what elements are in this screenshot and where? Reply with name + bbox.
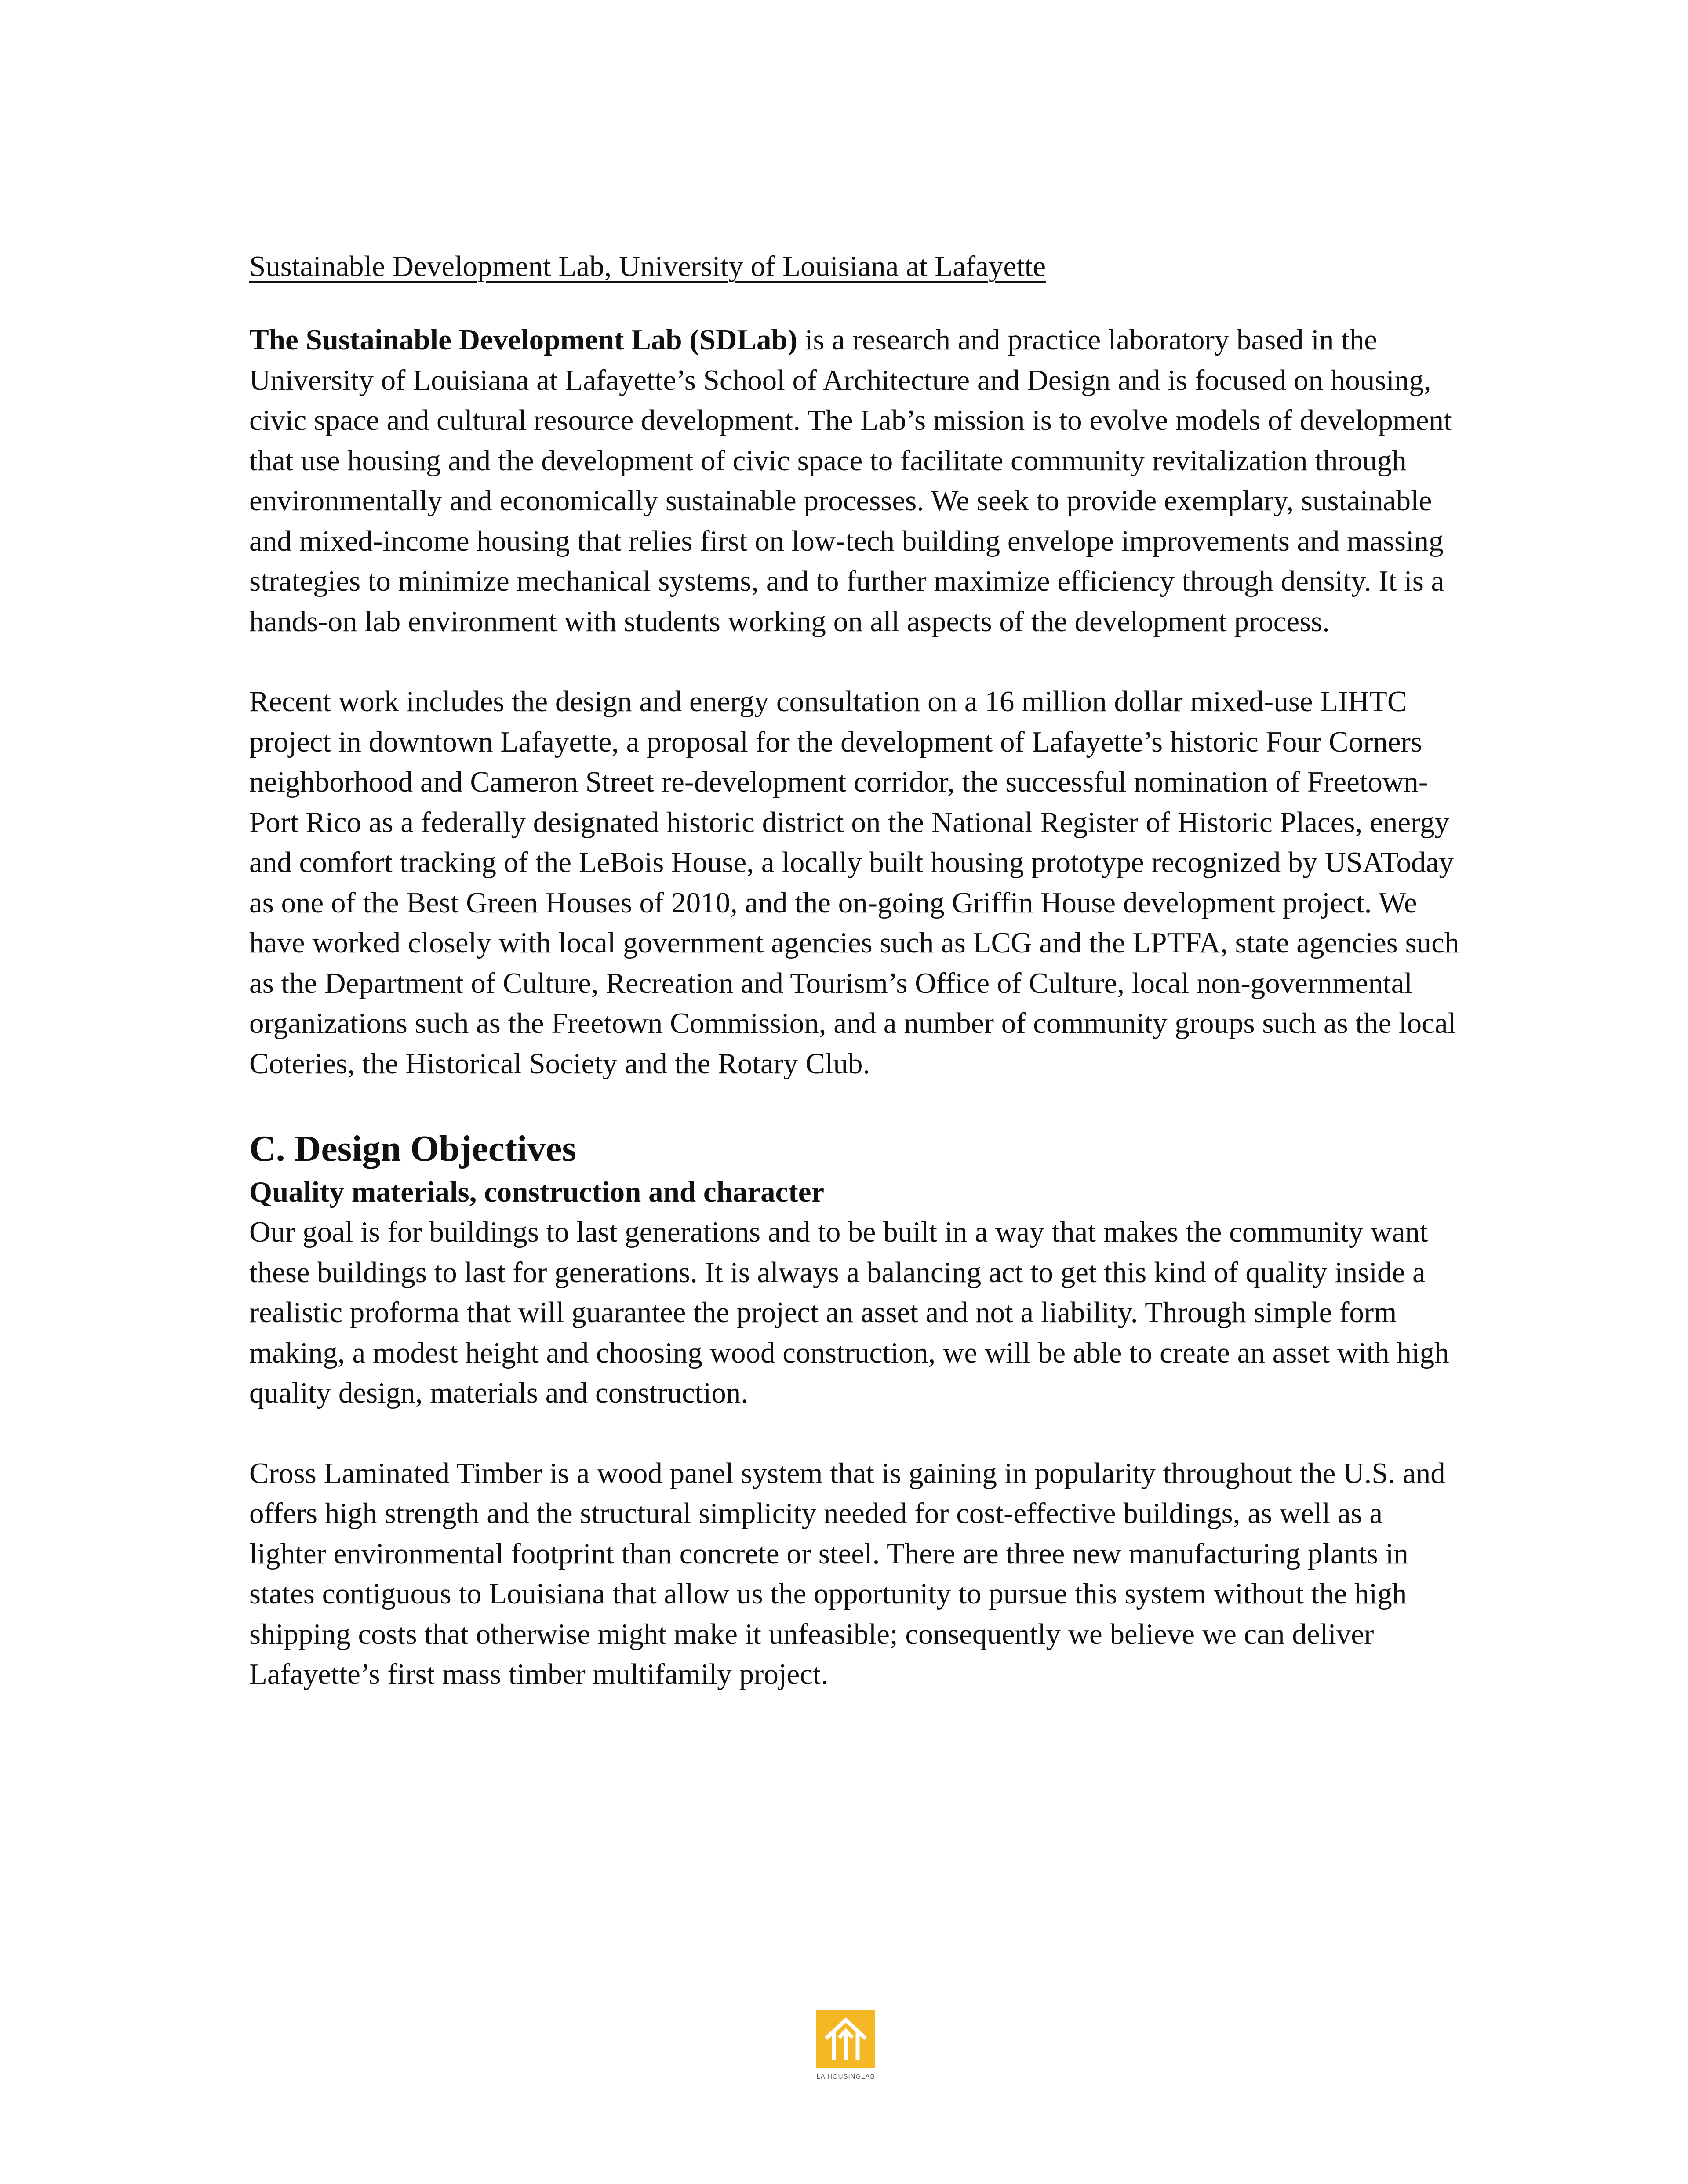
quality-materials-subheading: Quality materials, construction and character <box>249 1176 825 1208</box>
sdlab-description-paragraph <box>249 320 1462 642</box>
design-objectives-heading: C. Design Objectives <box>249 1128 577 1169</box>
section-title: Sustainable Development Lab, University of Louisiana at Lafayette <box>249 250 1046 283</box>
logo-caption: LA HOUSINGLAB <box>816 2073 875 2080</box>
recent-work-paragraph: Recent work includes the design and energy consultation on a 16 million dollar mixed-use LIHTC project in downtown Lafayette, a proposal for the development of Lafayette’s historic Four Corners neighborhood and Cameron Street re-development corridor, the successful nomination of Freetown-Port Rico as a federally designated historic district on the National Register of Historic Places, energy and comfort tracking of the LeBois House, a locally built housing prototype recognized by USAToday as one of the Best Green Houses of 2010, and the on-going Griffin House development project. We have worked closely with local government agencies such as LCG and the LPTFA, state agencies such as the Department of Culture, Recreation and Tourism’s Office of Culture, local non-governmental organizations such as the Freetown Commission, and a number of community groups such as the local Coteries, the Historical Society and the Rotary Club. <box>249 685 1459 1080</box>
goal-paragraph: Our goal is for buildings to last generations and to be built in a way that makes the community want these buildings to last for generations. It is always a balancing act to get this kind of quality inside a realistic proforma that will guarantee the project an asset and not a liability. Through simple form making, a modest height and choosing wood construction, we will be able to create an asset with high quality design, materials and construction. <box>249 1216 1449 1409</box>
sdlab-description-text: is a research and practice laboratory based in the University of Louisiana at Lafayette’s School of Architecture and Design and is focused on housing, civic space and cultural resource development. The Lab’s mission is to evolve models of development that use housing and the development of civic space to facilitate community revitalization through environmentally and economically sustainable processes. We seek to provide exemplary, sustainable and mixed-income housing that relies first on low-tech building envelope improvements and massing strategies to minimize mechanical systems, and to further maximize efficiency through density. It is a hands-on lab environment with students working on all aspects of the development process. <box>249 323 1452 638</box>
sdlab-name-bold: The Sustainable Development Lab (SDLab) <box>249 323 798 356</box>
housinglab-logo <box>816 2010 875 2083</box>
clt-paragraph: Cross Laminated Timber is a wood panel system that is gaining in popularity throughout the U.S. and offers high strength and the structural simplicity needed for cost-effective buildings, as well as a lighter environmental footprint than concrete or steel. There are three new manufacturing plants in states contiguous to Louisiana that allow us the opportunity to pursue this system without the high shipping costs that otherwise might make it unfeasible; consequently we believe we can deliver Lafayette’s first mass timber multifamily project. <box>249 1457 1445 1690</box>
document-content <box>249 246 1462 1695</box>
house-arrow-icon <box>816 2010 875 2068</box>
logo-box <box>816 2010 875 2068</box>
